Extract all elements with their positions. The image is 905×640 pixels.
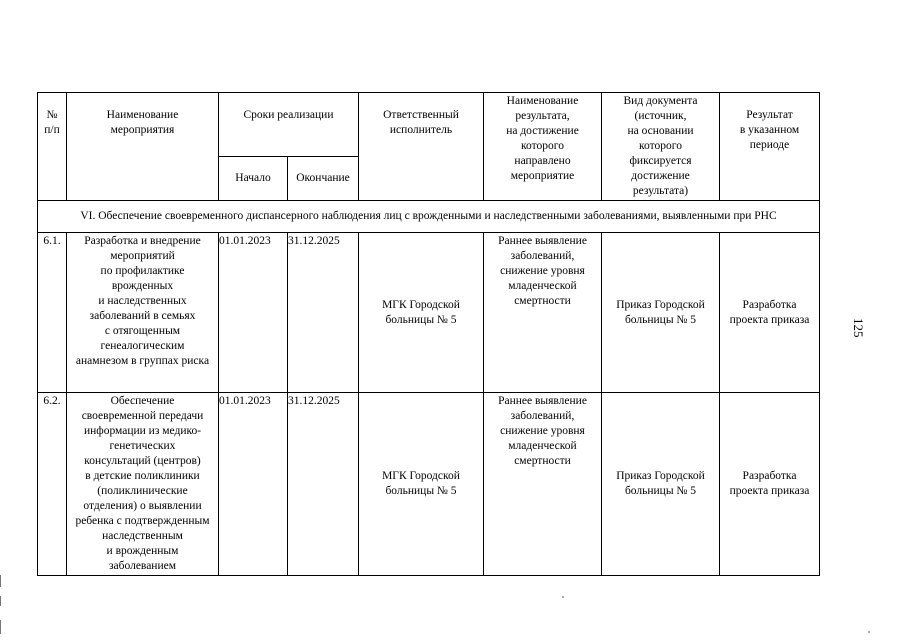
header-name	[67, 93, 219, 201]
row-executor: МГК Городской больницы № 5	[359, 393, 484, 576]
row-doc-type: Приказ Городской больницы № 5	[602, 393, 720, 576]
row-result-name: Раннее выявление заболеваний, снижение уровня младенческой смертности	[484, 393, 602, 576]
row-name: Обеспечение своевременной передачи информации из медико- генетических консультаций (центров) в детские поликлиники (поликлинические отделения) о выявлении ребенка с подтвержденным наследственным и врожденным заболеванием	[67, 393, 219, 576]
section-title: VI. Обеспечение своевременного диспансерного наблюдения лиц с врожденными и наследственными заболеваниями, выявленными при РНС	[38, 201, 820, 233]
row-start: 01.01.2023	[219, 233, 288, 393]
row-result-name: Раннее выявление заболеваний, снижение уровня младенческой смертности	[484, 233, 602, 393]
header-executor-text: Ответственный исполнитель	[383, 109, 459, 136]
header-result-period	[720, 93, 820, 201]
row-name: Разработка и внедрение мероприятий по профилактике врожденных и наследственных заболеваний в семьях с отягощенным генеалогическим анамнезом в группах риска	[67, 233, 219, 393]
header-doc-type-text: Вид документа (источник, на основании которого фиксируется достижение результата)	[623, 95, 698, 197]
scan-edge-mark	[0, 596, 1, 606]
row-executor: МГК Городской больницы № 5	[359, 233, 484, 393]
table-row	[38, 233, 820, 393]
row-end: 31.12.2025	[288, 393, 359, 576]
header-num-text: № п/п	[44, 109, 60, 136]
header-terms-text: Сроки реализации	[243, 109, 334, 121]
header-terms	[219, 93, 359, 157]
header-start: Начало	[219, 157, 288, 201]
header-result-period-text: Результат в указанном периоде	[739, 109, 800, 151]
row-num: 6.2.	[38, 393, 67, 576]
header-result-name	[484, 93, 602, 201]
scan-speck	[868, 631, 870, 633]
scan-speck	[562, 596, 564, 598]
header-end: Окончание	[288, 157, 359, 201]
header-executor	[359, 93, 484, 201]
row-num: 6.1.	[38, 233, 67, 393]
row-result-period: Разработка проекта приказа	[720, 393, 820, 576]
row-result-period: Разработка проекта приказа	[720, 233, 820, 393]
row-doc-type: Приказ Городской больницы № 5	[602, 233, 720, 393]
page-number: 125	[851, 318, 866, 338]
scan-edge-mark	[0, 620, 1, 634]
header-result-name-text: Наименование результата, на достижение которого направлено мероприятие	[506, 95, 579, 182]
table-row	[38, 393, 820, 576]
measures-table	[37, 92, 820, 576]
row-start: 01.01.2023	[219, 393, 288, 576]
header-doc-type	[602, 93, 720, 201]
scan-edge-mark	[0, 575, 1, 587]
header-num	[38, 93, 67, 201]
header-name-text: Наименование мероприятия	[106, 109, 179, 136]
row-end: 31.12.2025	[288, 233, 359, 393]
